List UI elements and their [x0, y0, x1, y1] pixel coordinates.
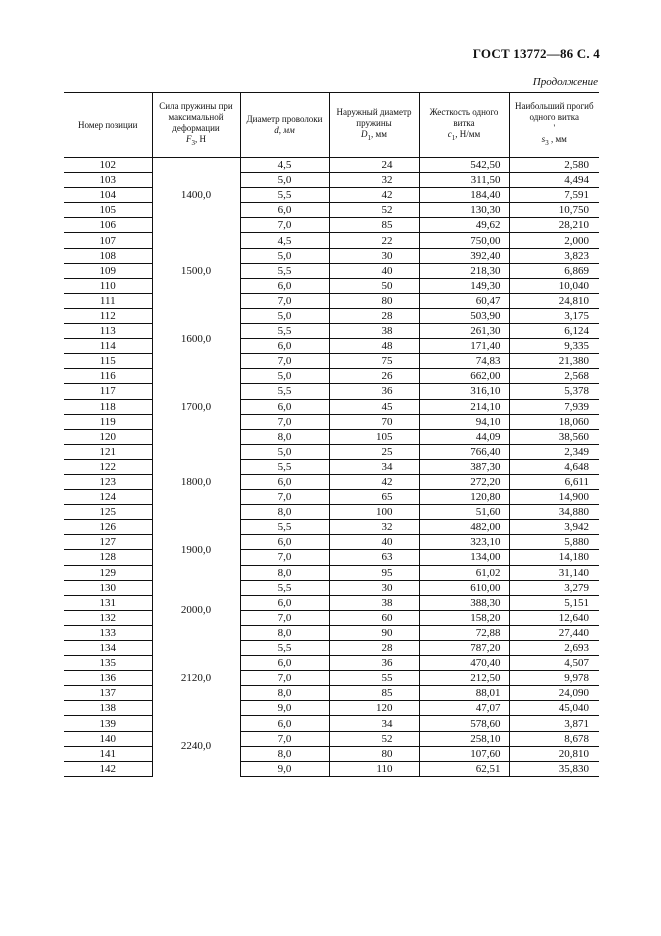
outer-diameter-cell: 65	[329, 490, 419, 505]
wire-diameter-cell: 7,0	[240, 354, 329, 369]
table-row	[64, 550, 599, 565]
wire-diameter-cell: 5,5	[240, 641, 329, 656]
wire-diameter-cell: 5,5	[240, 384, 329, 399]
wire-diameter-cell: 6,0	[240, 278, 329, 293]
position-cell: 124	[64, 490, 152, 505]
wire-diameter-cell: 7,0	[240, 610, 329, 625]
outer-diameter-cell: 85	[329, 218, 419, 233]
table-row	[64, 308, 599, 323]
deflection-cell: 2,693	[509, 641, 599, 656]
wire-diameter-cell: 6,0	[240, 203, 329, 218]
col-header-outer-diameter: Наружный диаметр пружины $D_1$, мм	[329, 93, 419, 158]
outer-diameter-cell: 25	[329, 444, 419, 459]
stiffness-cell: 542,50	[419, 158, 509, 173]
deflection-cell: 27,440	[509, 625, 599, 640]
table-row	[64, 339, 599, 354]
table-row	[64, 580, 599, 595]
stiffness-cell: 610,00	[419, 580, 509, 595]
position-cell: 126	[64, 520, 152, 535]
position-cell: 110	[64, 278, 152, 293]
wire-diameter-cell: 6,0	[240, 535, 329, 550]
outer-diameter-cell: 30	[329, 580, 419, 595]
position-cell: 105	[64, 203, 152, 218]
position-cell: 128	[64, 550, 152, 565]
stiffness-cell: 49,62	[419, 218, 509, 233]
outer-diameter-cell: 55	[329, 671, 419, 686]
stiffness-cell: 662,00	[419, 369, 509, 384]
position-cell: 115	[64, 354, 152, 369]
stiffness-cell: 134,00	[419, 550, 509, 565]
stiffness-cell: 311,50	[419, 173, 509, 188]
table-row	[64, 444, 599, 459]
outer-diameter-cell: 110	[329, 761, 419, 776]
table-row	[64, 158, 599, 173]
outer-diameter-cell: 30	[329, 248, 419, 263]
force-cell: 1800,0	[152, 444, 240, 519]
stiffness-cell: 578,60	[419, 716, 509, 731]
stiffness-cell: 51,60	[419, 505, 509, 520]
table-row	[64, 610, 599, 625]
table-row	[64, 399, 599, 414]
table-row	[64, 354, 599, 369]
position-cell: 123	[64, 474, 152, 489]
position-cell: 119	[64, 414, 152, 429]
position-cell: 113	[64, 324, 152, 339]
table-row	[64, 595, 599, 610]
deflection-cell: 3,279	[509, 580, 599, 595]
deflection-cell: 6,124	[509, 324, 599, 339]
stiffness-cell: 323,10	[419, 535, 509, 550]
stiffness-cell: 750,00	[419, 233, 509, 248]
table-row	[64, 761, 599, 776]
stiffness-cell: 171,40	[419, 339, 509, 354]
stiffness-cell: 272,20	[419, 474, 509, 489]
deflection-cell: 45,040	[509, 701, 599, 716]
deflection-cell: 10,040	[509, 278, 599, 293]
outer-diameter-cell: 50	[329, 278, 419, 293]
outer-diameter-cell: 100	[329, 505, 419, 520]
deflection-cell: 2,568	[509, 369, 599, 384]
position-cell: 129	[64, 565, 152, 580]
table-row	[64, 731, 599, 746]
deflection-cell: 9,978	[509, 671, 599, 686]
deflection-cell: 12,640	[509, 610, 599, 625]
position-cell: 120	[64, 429, 152, 444]
wire-diameter-cell: 5,0	[240, 444, 329, 459]
deflection-cell: 3,823	[509, 248, 599, 263]
col-header-wire-diameter: Диаметр проволоки d, мм	[240, 93, 329, 158]
table-body	[64, 158, 599, 777]
table-row	[64, 263, 599, 278]
table-row	[64, 293, 599, 308]
outer-diameter-cell: 60	[329, 610, 419, 625]
outer-diameter-cell: 32	[329, 520, 419, 535]
wire-diameter-cell: 5,5	[240, 263, 329, 278]
stiffness-cell: 388,30	[419, 595, 509, 610]
outer-diameter-cell: 85	[329, 686, 419, 701]
outer-diameter-cell: 40	[329, 263, 419, 278]
table-row	[64, 686, 599, 701]
stiffness-cell: 503,90	[419, 308, 509, 323]
position-cell: 140	[64, 731, 152, 746]
deflection-cell: 3,942	[509, 520, 599, 535]
position-cell: 137	[64, 686, 152, 701]
wire-diameter-cell: 8,0	[240, 686, 329, 701]
wire-diameter-cell: 5,0	[240, 308, 329, 323]
wire-diameter-cell: 7,0	[240, 671, 329, 686]
position-cell: 111	[64, 293, 152, 308]
position-cell: 142	[64, 761, 152, 776]
outer-diameter-cell: 38	[329, 324, 419, 339]
deflection-cell: 18,060	[509, 414, 599, 429]
deflection-cell: 28,210	[509, 218, 599, 233]
deflection-cell: 2,580	[509, 158, 599, 173]
outer-diameter-cell: 28	[329, 641, 419, 656]
outer-diameter-cell: 42	[329, 474, 419, 489]
position-cell: 132	[64, 610, 152, 625]
stiffness-cell: 61,02	[419, 565, 509, 580]
stiffness-cell: 482,00	[419, 520, 509, 535]
stiffness-cell: 72,88	[419, 625, 509, 640]
wire-diameter-cell: 5,5	[240, 459, 329, 474]
deflection-cell: 34,880	[509, 505, 599, 520]
stiffness-cell: 787,20	[419, 641, 509, 656]
outer-diameter-cell: 75	[329, 354, 419, 369]
wire-diameter-cell: 6,0	[240, 474, 329, 489]
table-row	[64, 384, 599, 399]
outer-diameter-cell: 52	[329, 203, 419, 218]
outer-diameter-cell: 24	[329, 158, 419, 173]
wire-diameter-cell: 7,0	[240, 550, 329, 565]
stiffness-cell: 74,83	[419, 354, 509, 369]
table-row	[64, 520, 599, 535]
force-cell: 1400,0	[152, 158, 240, 233]
position-cell: 118	[64, 399, 152, 414]
deflection-cell: 6,869	[509, 263, 599, 278]
force-cell: 1900,0	[152, 520, 240, 580]
wire-diameter-cell: 5,5	[240, 520, 329, 535]
deflection-cell: 2,000	[509, 233, 599, 248]
table-row	[64, 490, 599, 505]
outer-diameter-cell: 26	[329, 369, 419, 384]
outer-diameter-cell: 32	[329, 173, 419, 188]
col-header-stiffness: Жесткость одного витка $c_1$, Н/мм	[419, 93, 509, 158]
table-row	[64, 369, 599, 384]
deflection-cell: 10,750	[509, 203, 599, 218]
position-cell: 107	[64, 233, 152, 248]
stiffness-cell: 47,07	[419, 701, 509, 716]
position-cell: 117	[64, 384, 152, 399]
position-cell: 102	[64, 158, 152, 173]
wire-diameter-cell: 9,0	[240, 701, 329, 716]
stiffness-cell: 470,40	[419, 656, 509, 671]
outer-diameter-cell: 70	[329, 414, 419, 429]
wire-diameter-cell: 5,0	[240, 173, 329, 188]
deflection-cell: 9,335	[509, 339, 599, 354]
deflection-cell: 2,349	[509, 444, 599, 459]
table-row	[64, 278, 599, 293]
force-cell: 2000,0	[152, 580, 240, 640]
table-row	[64, 656, 599, 671]
position-cell: 133	[64, 625, 152, 640]
wire-diameter-cell: 5,5	[240, 324, 329, 339]
wire-diameter-cell: 5,5	[240, 188, 329, 203]
position-cell: 136	[64, 671, 152, 686]
position-cell: 130	[64, 580, 152, 595]
table-row	[64, 324, 599, 339]
table-row	[64, 429, 599, 444]
wire-diameter-cell: 8,0	[240, 505, 329, 520]
stiffness-cell: 212,50	[419, 671, 509, 686]
stiffness-cell: 766,40	[419, 444, 509, 459]
stiffness-cell: 258,10	[419, 731, 509, 746]
wire-diameter-cell: 5,0	[240, 369, 329, 384]
outer-diameter-cell: 95	[329, 565, 419, 580]
table-row	[64, 535, 599, 550]
outer-diameter-cell: 28	[329, 308, 419, 323]
position-cell: 108	[64, 248, 152, 263]
table-row	[64, 671, 599, 686]
position-cell: 116	[64, 369, 152, 384]
position-cell: 112	[64, 308, 152, 323]
table-row	[64, 625, 599, 640]
col-header-deflection: Наибольший прогиб одного витка ' $s_3$ , мм	[509, 93, 599, 158]
deflection-cell: 21,380	[509, 354, 599, 369]
table-header	[64, 93, 599, 158]
stiffness-cell: 387,30	[419, 459, 509, 474]
deflection-cell: 20,810	[509, 746, 599, 761]
wire-diameter-cell: 9,0	[240, 761, 329, 776]
position-cell: 131	[64, 595, 152, 610]
outer-diameter-cell: 105	[329, 429, 419, 444]
deflection-cell: 24,090	[509, 686, 599, 701]
table-row	[64, 203, 599, 218]
stiffness-cell: 120,80	[419, 490, 509, 505]
position-cell: 135	[64, 656, 152, 671]
position-cell: 127	[64, 535, 152, 550]
force-cell: 1700,0	[152, 369, 240, 444]
stiffness-cell: 107,60	[419, 746, 509, 761]
outer-diameter-cell: 48	[329, 339, 419, 354]
stiffness-cell: 214,10	[419, 399, 509, 414]
deflection-cell: 35,830	[509, 761, 599, 776]
table-row	[64, 173, 599, 188]
stiffness-cell: 94,10	[419, 414, 509, 429]
wire-diameter-cell: 8,0	[240, 746, 329, 761]
table-row	[64, 218, 599, 233]
outer-diameter-cell: 36	[329, 656, 419, 671]
stiffness-cell: 158,20	[419, 610, 509, 625]
deflection-cell: 4,648	[509, 459, 599, 474]
wire-diameter-cell: 5,0	[240, 248, 329, 263]
outer-diameter-cell: 34	[329, 459, 419, 474]
force-cell: 1600,0	[152, 308, 240, 368]
document-reference: ГОСТ 13772—86 С. 4	[472, 46, 600, 61]
col-header-position: Номер позиции	[64, 93, 152, 158]
table-row	[64, 233, 599, 248]
table-row	[64, 414, 599, 429]
wire-diameter-cell: 6,0	[240, 339, 329, 354]
position-cell: 114	[64, 339, 152, 354]
deflection-cell: 3,871	[509, 716, 599, 731]
deflection-cell: 5,378	[509, 384, 599, 399]
deflection-cell: 14,180	[509, 550, 599, 565]
stiffness-cell: 88,01	[419, 686, 509, 701]
wire-diameter-cell: 7,0	[240, 490, 329, 505]
wire-diameter-cell: 5,5	[240, 580, 329, 595]
position-cell: 106	[64, 218, 152, 233]
stiffness-cell: 44,09	[419, 429, 509, 444]
wire-diameter-cell: 7,0	[240, 414, 329, 429]
table-row	[64, 248, 599, 263]
stiffness-cell: 149,30	[419, 278, 509, 293]
position-cell: 134	[64, 641, 152, 656]
wire-diameter-cell: 6,0	[240, 656, 329, 671]
deflection-cell: 24,810	[509, 293, 599, 308]
spring-spec-table	[64, 92, 599, 777]
table-row	[64, 746, 599, 761]
deflection-cell: 31,140	[509, 565, 599, 580]
stiffness-cell: 261,30	[419, 324, 509, 339]
outer-diameter-cell: 80	[329, 746, 419, 761]
wire-diameter-cell: 4,5	[240, 158, 329, 173]
wire-diameter-cell: 6,0	[240, 716, 329, 731]
stiffness-cell: 62,51	[419, 761, 509, 776]
stiffness-cell: 60,47	[419, 293, 509, 308]
position-cell: 103	[64, 173, 152, 188]
table-row	[64, 565, 599, 580]
position-cell: 122	[64, 459, 152, 474]
deflection-cell: 6,611	[509, 474, 599, 489]
stiffness-cell: 218,30	[419, 263, 509, 278]
position-cell: 139	[64, 716, 152, 731]
wire-diameter-cell: 6,0	[240, 595, 329, 610]
wire-diameter-cell: 7,0	[240, 218, 329, 233]
wire-diameter-cell: 8,0	[240, 625, 329, 640]
position-cell: 109	[64, 263, 152, 278]
outer-diameter-cell: 42	[329, 188, 419, 203]
table-row	[64, 641, 599, 656]
table-row	[64, 474, 599, 489]
force-cell: 2240,0	[152, 716, 240, 776]
table-row	[64, 459, 599, 474]
deflection-cell: 38,560	[509, 429, 599, 444]
table-row	[64, 505, 599, 520]
deflection-cell: 14,900	[509, 490, 599, 505]
position-cell: 104	[64, 188, 152, 203]
outer-diameter-cell: 80	[329, 293, 419, 308]
outer-diameter-cell: 36	[329, 384, 419, 399]
stiffness-cell: 130,30	[419, 203, 509, 218]
wire-diameter-cell: 4,5	[240, 233, 329, 248]
table-row	[64, 716, 599, 731]
wire-diameter-cell: 8,0	[240, 565, 329, 580]
outer-diameter-cell: 38	[329, 595, 419, 610]
deflection-cell: 7,591	[509, 188, 599, 203]
outer-diameter-cell: 45	[329, 399, 419, 414]
outer-diameter-cell: 34	[329, 716, 419, 731]
outer-diameter-cell: 120	[329, 701, 419, 716]
deflection-cell: 4,494	[509, 173, 599, 188]
position-cell: 121	[64, 444, 152, 459]
deflection-cell: 7,939	[509, 399, 599, 414]
outer-diameter-cell: 22	[329, 233, 419, 248]
position-cell: 125	[64, 505, 152, 520]
outer-diameter-cell: 90	[329, 625, 419, 640]
outer-diameter-cell: 52	[329, 731, 419, 746]
deflection-cell: 8,678	[509, 731, 599, 746]
table-row	[64, 188, 599, 203]
continuation-label: Продолжение	[532, 76, 598, 88]
deflection-cell: 4,507	[509, 656, 599, 671]
stiffness-cell: 392,40	[419, 248, 509, 263]
wire-diameter-cell: 6,0	[240, 399, 329, 414]
deflection-cell: 3,175	[509, 308, 599, 323]
table-row	[64, 701, 599, 716]
wire-diameter-cell: 7,0	[240, 731, 329, 746]
stiffness-cell: 184,40	[419, 188, 509, 203]
wire-diameter-cell: 8,0	[240, 429, 329, 444]
deflection-cell: 5,151	[509, 595, 599, 610]
position-cell: 138	[64, 701, 152, 716]
stiffness-cell: 316,10	[419, 384, 509, 399]
col-header-force: Сила пружины при максимальной деформации $F_3$, Н	[152, 93, 240, 158]
force-cell: 1500,0	[152, 233, 240, 308]
position-cell: 141	[64, 746, 152, 761]
force-cell: 2120,0	[152, 641, 240, 716]
wire-diameter-cell: 7,0	[240, 293, 329, 308]
deflection-cell: 5,880	[509, 535, 599, 550]
outer-diameter-cell: 40	[329, 535, 419, 550]
outer-diameter-cell: 63	[329, 550, 419, 565]
